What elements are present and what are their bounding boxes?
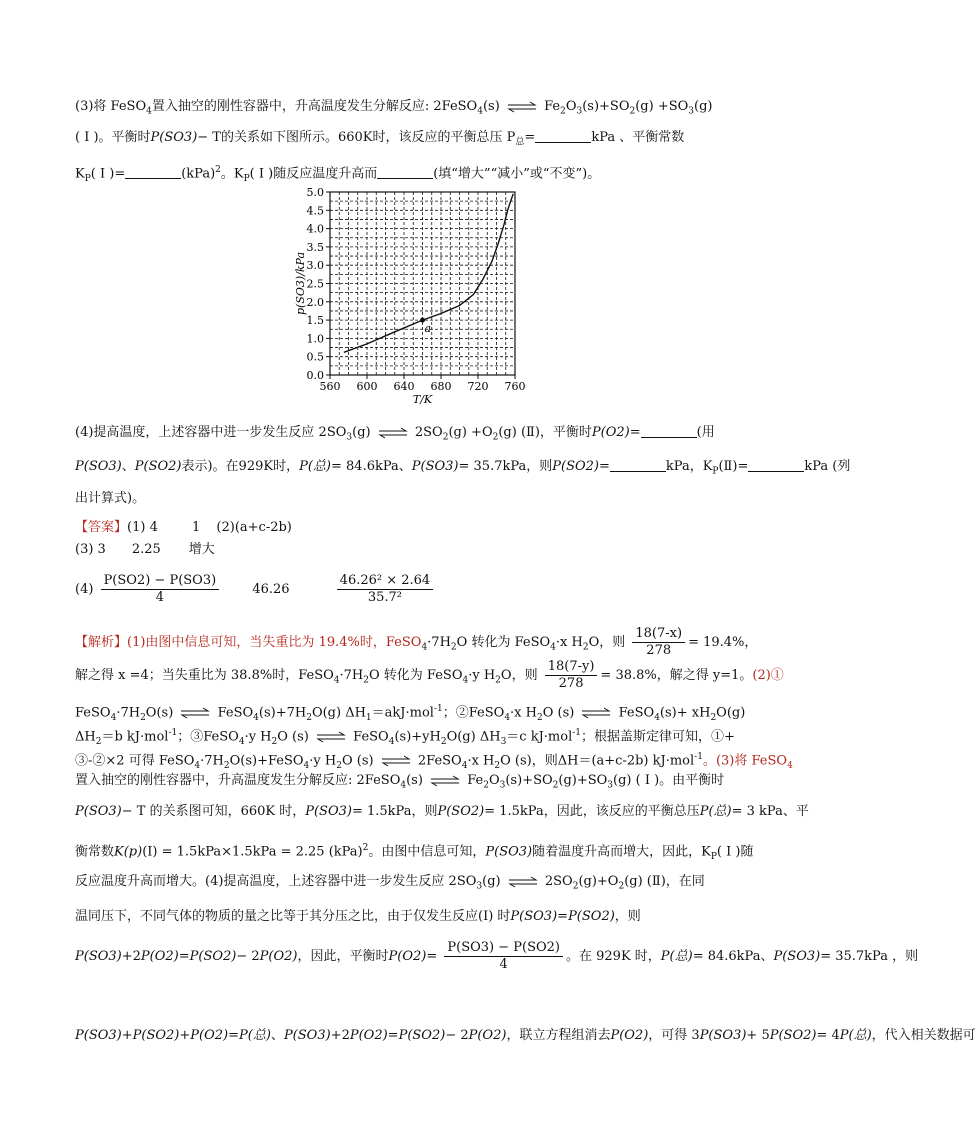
point-a-label: a [424,322,432,336]
analysis-line-5: ③-②×2 可得 $FeSO_4\cdot 7H_2O(s)+FeSO_4\cdot y$ $H_2O$ (s) 2FeSO$_4$·x $H_2O$ (s)，则ΔH＝(a+c-2b) kJ·mol$^{-1}$。(3)将 FeSO$_4$ [75,752,793,771]
x-tick-label: 640 [393,380,415,393]
y-tick-label: 0.5 [306,350,324,364]
q4-line-2: P(SO3)、P(SO2)表示)。在929K时，P(总)= 84.6kPa、P(SO3)= 35.7kPa，则P(SO2)= kPa，$K_P(Ⅱ)=$ kPa (列 [75,459,851,477]
analysis-line-7: P(SO3)− T 的关系图可知，660K 时，P(SO3)= 1.5kPa，则P(SO2)= 1.5kPa，因此，该反应的平衡总压P(总)= 3 kPa、平 [75,804,809,819]
q4-line-3: 出计算式)。 [75,491,146,506]
pso3-temperature-chart [290,182,540,412]
answer-fraction-1: $\frac{P(SO2) - P(SO3)}{4}$ [101,573,220,606]
answer-blank[interactable] [610,457,666,472]
x-axis-label: T/K [412,393,433,406]
x-tick-label: 680 [430,380,452,393]
y-tick-labels [307,186,331,382]
analysis-line-12: P(SO3)+P(SO2)+P(O2)=P(总)、P(SO3)+2P(O2)=P(SO2)− 2P(O2)，联立方程组消去P(O2)，可得 3P(SO3)+ 5P(SO2)= 4P(总)，代入相关数据可 [75,1028,976,1043]
answer-blank[interactable] [748,457,804,472]
equilibrium-arrow-icon [430,776,460,786]
analysis-line-11: P(SO3)+2P(O2)=P(SO2)− 2P(O2)，因此，平衡时P(O2)= $\frac{P(SO3) - P(SO2)}{4}$ 。在 929K 时，P(总)= 84.6kPa、P(SO3)= 35.7kPa ，则 [75,940,919,972]
q3-line-3: $K_P$( I )= (kPa)$^2$。$K_P$( I )随反应温度升高而 (填“增大”“减小”或“不变”)。 [75,165,601,184]
y-tick-label: 3.5 [306,240,324,254]
equilibrium-arrow-icon [378,428,408,438]
answer-blank[interactable] [377,164,433,179]
analysis-line-1: 【解析】(1)由图中信息可知，当失重比为 19.4%时，$FeSO_4\cdot 7H_2O$ 转化为 FeSO$_4$·x $H_2O$，则 $\frac{18(7-x)}{278}$ = 19.4%， [75,626,758,658]
x-tick-label: 720 [467,380,489,393]
q3-line-1: (3)将 FeSO$_4$置入抽空的刚性容器中，升高温度发生分解反应: 2FeSO$_4$(s) $Fe_2O_3(s)+SO_2(g) +SO_3(g)$ [75,99,713,117]
analysis-line-10: 温同压下，不同气体的物质的量之比等于其分压之比，由于仅发生反应(I) 时P(SO3)=P(SO2)，则 [75,909,641,924]
y-axis-label: p(SO3)/kPa [294,251,307,316]
analysis-line-6: 置入抽空的刚性容器中，升高温度发生分解反应: 2FeSO$_4$(s) $Fe_2O_3(s)+SO_2(g)+SO_3(g)$ ( I )。由平衡时 [75,773,725,791]
equilibrium-arrow-icon [508,877,538,887]
y-tick-label: 2.5 [306,277,324,291]
answer-blank[interactable] [125,164,181,179]
x-tick-labels [320,375,526,393]
equilibrium-arrow-icon [381,756,411,766]
analysis-line-2: 解之得 x =4；当失重比为 38.8%时，$FeSO_4\cdot 7H_2O$ 转化为 FeSO$_4$·y $H_2O$，则 $\frac{18(7-y)}{278}$ = 38.8%，解之得 y=1。(2)① [75,659,784,691]
equilibrium-arrow-icon [581,708,611,718]
answer-blank[interactable] [535,128,591,143]
x-tick-label: 560 [319,380,341,393]
answer-line-3: (4) $\frac{P(SO2) - P(SO3)}{4}$ 46.26 $\frac{\text{46.26² × 2.64}}{\text{35.7²}}$ [75,572,436,608]
x-tick-label: 760 [504,380,526,393]
y-tick-label: 0.0 [306,369,324,382]
y-tick-label: 1.5 [306,314,324,328]
answer-fraction-2: $\frac{\text{46.26² × 2.64}}{\text{35.7²}}$ [337,573,434,606]
equilibrium-arrow-icon [316,732,346,742]
analysis-line-4: $\Delta H_2=b$ kJ·mol$^{-1}$；③FeSO$_4$·y $H_2O$ (s) $FeSO_4(s)+yH_2O(g)$ $\Delta H_3=c$ kJ·mol$^{-1}$；根据盖斯定律可知，①+ [75,728,735,747]
q3-line-2: ( I )。平衡时P(SO3)− T的关系如下图所示。660K时，该反应的平衡总压 $P_总=$ kPa 、平衡常数 [75,130,685,148]
answer-blank[interactable] [641,423,697,438]
answer-line-2: (3) 3 2.25 增大 [75,542,215,557]
y-tick-label: 1.0 [306,332,324,346]
y-tick-label: 2.0 [306,295,324,309]
y-tick-label: 4.5 [306,204,324,218]
analysis-line-3: $FeSO_4\cdot 7H_2O(s)$ $FeSO_4(s)+7H_2O(g)$ $\Delta H_1=akJ\cdot mol^{-1}$；②FeSO$_4$·x $H_2O$ (s) FeSO$_4$(s)+ $xH_2O(g)$ [75,704,746,723]
answer-line-1: 【答案】(1) 4 1 (2)(a+c-2b) [75,520,292,535]
analysis-line-9: 反应温度升高而增大。(4)提高温度，上述容器中进一步发生反应 $2SO_3(g)$ $2SO_2(g)+O_2(g)$ (Ⅱ)，在同 [75,874,705,892]
equilibrium-arrow-icon [180,708,210,718]
q4-line-1: (4)提高温度，上述容器中进一步发生反应 $2SO_3(g)$ $2SO_2(g) +O_2(g)$ (Ⅱ)，平衡时P(O2)= (用 [75,425,715,443]
equilibrium-arrow-icon [507,102,537,112]
analysis-line-8: 衡常数K(p)(I) = 1.5kPa×1.5kPa = 2.25 (kPa)$^2$。由图中信息可知，P(SO3)随着温度升高而增大，因此，$K_P$( I )随 [75,843,754,862]
x-tick-label: 600 [356,380,378,393]
y-tick-label: 3.0 [306,259,324,273]
y-tick-label: 4.0 [306,222,324,236]
y-tick-label: 5.0 [306,186,324,199]
